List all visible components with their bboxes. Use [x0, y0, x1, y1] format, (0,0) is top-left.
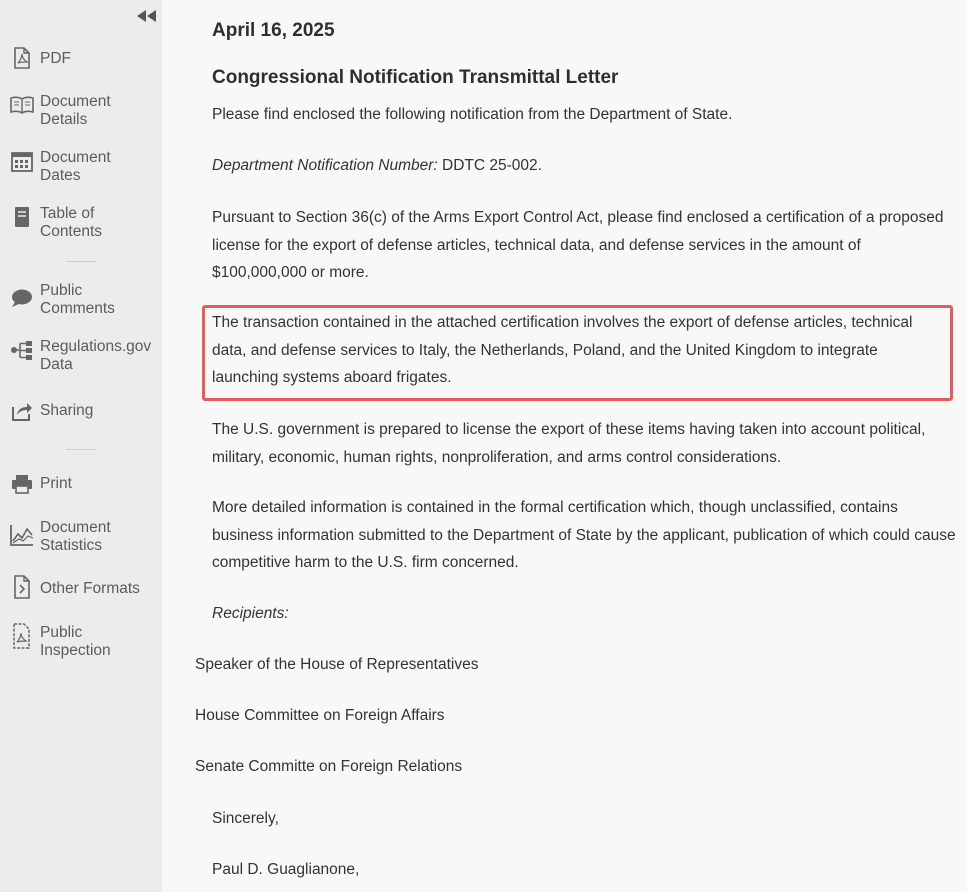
sidebar-item-table-of-contents[interactable]: [10, 205, 102, 241]
notification-number-label: Department Notification Number:: [212, 157, 438, 174]
share-icon: [10, 399, 34, 423]
sidebar-item-document-details[interactable]: [10, 93, 111, 129]
notification-number-value: DDTC 25-002.: [437, 157, 542, 174]
certification-paragraph: Pursuant to Section 36(c) of the Arms Export Control Act, please find enclosed a certification of a proposed license for the export of defense articles, technical data, and defense services in the amount of $100,000,000 or more.: [212, 209, 944, 281]
sidebar-item-document-statistics[interactable]: [10, 519, 111, 555]
toc-icon: [10, 205, 34, 229]
sidebar-item-label: Document Dates: [40, 149, 111, 184]
sidebar-item-document-dates[interactable]: [10, 149, 111, 185]
notification-number-paragraph: [212, 152, 952, 180]
recipient-item: Speaker of the House of Representatives: [195, 656, 479, 673]
sidebar-item-label: Other Formats: [40, 580, 140, 597]
sidebar-item-public-comments[interactable]: [10, 282, 115, 318]
signer-name: Paul D. Guaglianone,: [212, 861, 360, 878]
sidebar-item-label: Sharing: [40, 402, 94, 419]
book-icon: [10, 93, 34, 117]
sidebar-item-label: Table of Contents: [40, 205, 103, 240]
print-icon: [10, 472, 34, 496]
double-chevron-left-icon: [137, 10, 157, 22]
sidebar-item-label: Document Statistics: [40, 519, 111, 554]
sidebar-item-label: Public Comments: [40, 282, 115, 317]
sidebar-divider: [66, 261, 96, 262]
share-nodes-icon: [10, 338, 34, 362]
sidebar-item-label: Print: [40, 475, 72, 492]
sidebar-item-label: PDF: [40, 50, 71, 67]
detailed-info-paragraph: More detailed information is contained in the formal certification which, though unclassified, contains business information submitted to the Department of State by the applicant, publication of which could cause competitive harm to the U.S. firm concerned.: [212, 499, 956, 571]
sidebar-item-regulations-gov-data[interactable]: [10, 338, 151, 374]
document-content: [162, 0, 967, 892]
sidebar-item-sharing[interactable]: [10, 399, 93, 423]
sidebar: [0, 0, 162, 892]
sidebar-item-other-formats[interactable]: [10, 575, 140, 599]
sidebar-item-label: Document Details: [40, 93, 111, 128]
closing-text: Sincerely,: [212, 810, 279, 827]
sidebar-divider: [66, 449, 96, 450]
sidebar-item-print[interactable]: [10, 472, 72, 496]
sidebar-item-public-inspection[interactable]: [10, 624, 111, 660]
sidebar-item-label: Regulations.gov Data: [40, 338, 152, 373]
recipient-item: House Committee on Foreign Affairs: [195, 707, 445, 724]
code-file-icon: [10, 575, 34, 599]
recipient-item: Senate Committe on Foreign Relations: [195, 758, 463, 775]
transaction-paragraph: The transaction contained in the attached certification involves the export of defense articles, technical data, and defense services to Italy, the Netherlands, Poland, and the United Kingdom to integrate launching systems aboard frigates.: [212, 314, 913, 386]
collapse-sidebar-button[interactable]: [136, 8, 158, 24]
document-date: April 16, 2025: [212, 20, 335, 41]
government-paragraph: The U.S. government is prepared to license the export of these items having taken into account political, military, economic, human rights, nonproliferation, and arms control considerations.: [212, 421, 926, 466]
calendar-icon: [10, 149, 34, 173]
sidebar-item-label: Public Inspection: [40, 624, 111, 659]
sidebar-item-pdf[interactable]: [10, 46, 71, 70]
comment-icon: [10, 286, 34, 310]
inspection-icon: [10, 624, 34, 648]
chart-icon: [10, 523, 34, 547]
recipients-label: Recipients:: [212, 605, 289, 622]
pdf-icon: [10, 46, 34, 70]
document-title: Congressional Notification Transmittal Letter: [212, 67, 619, 88]
intro-paragraph: Please find enclosed the following notification from the Department of State.: [212, 106, 733, 123]
